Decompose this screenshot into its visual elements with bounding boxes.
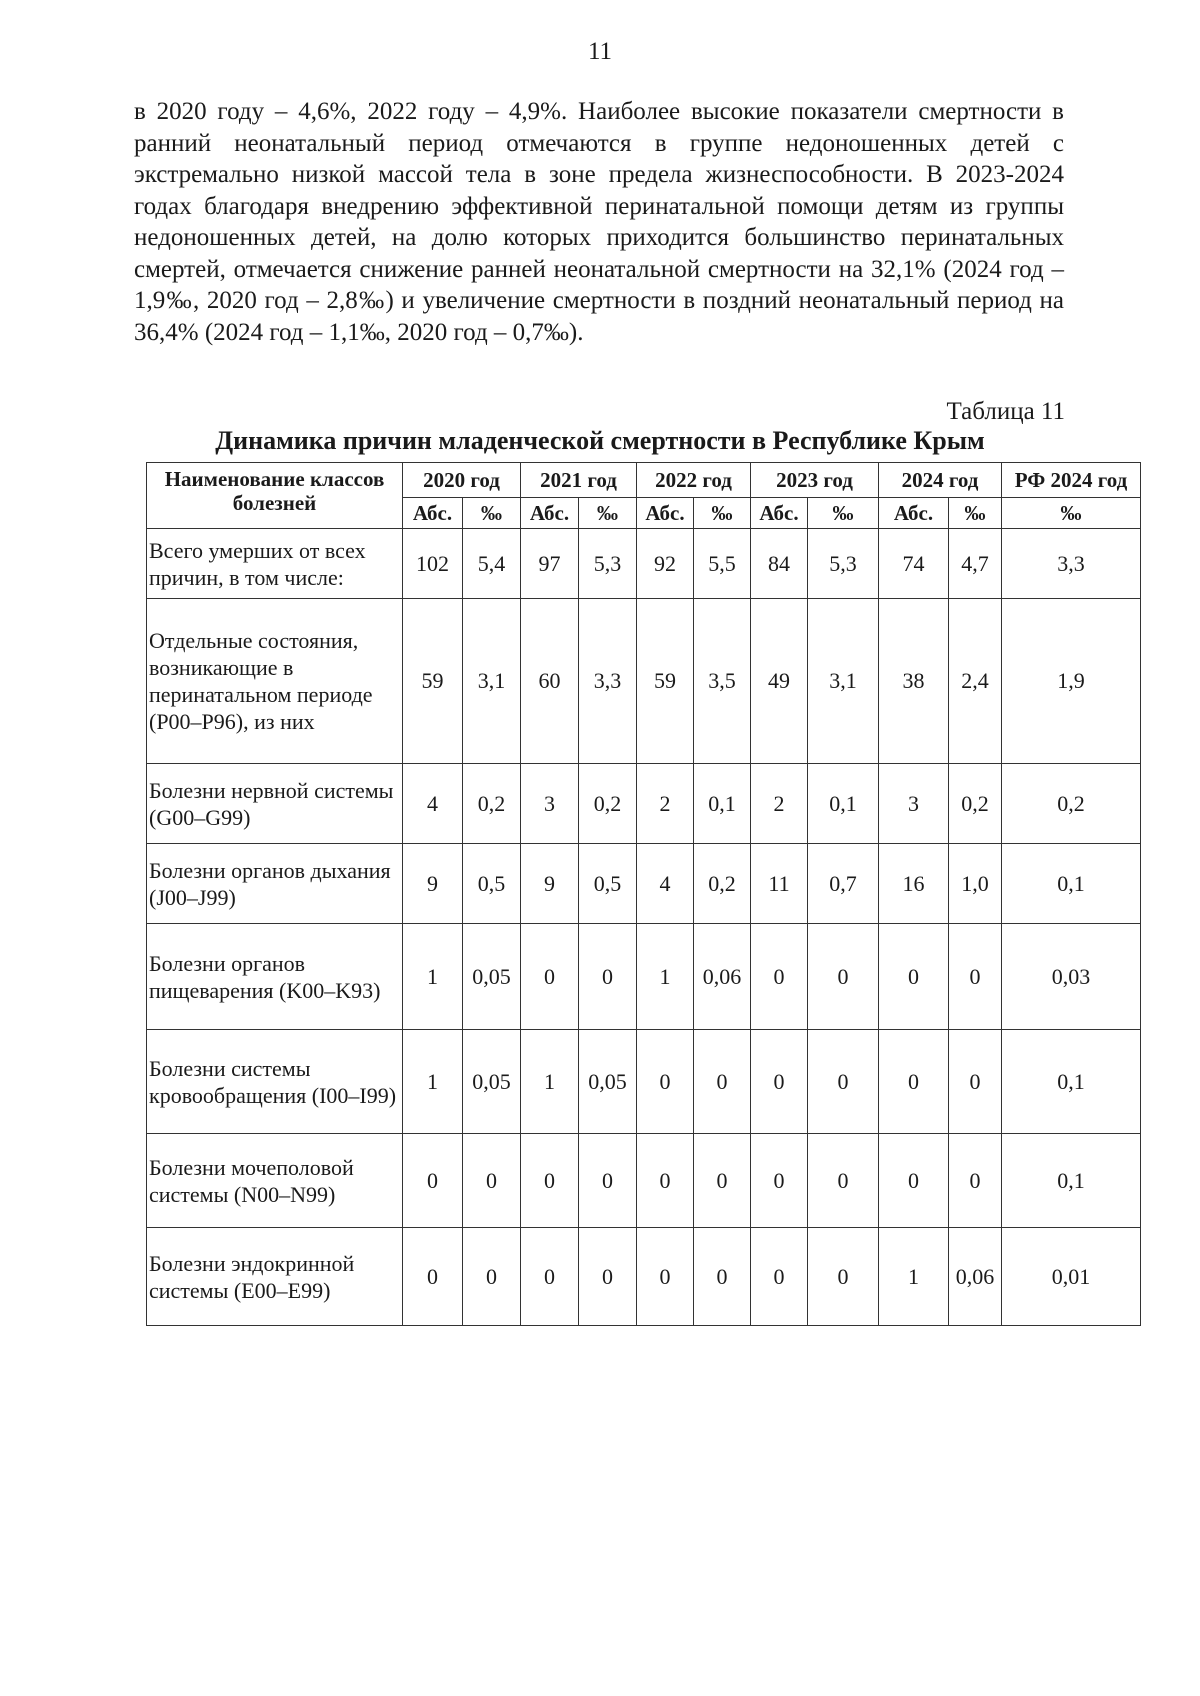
value-cell: 9 [403,844,463,924]
header-permille: ‰ [808,498,879,529]
table-row [147,924,1141,1030]
value-cell: 0 [694,1228,751,1326]
value-cell: 0 [808,1134,879,1228]
value-cell: 0,05 [463,1030,521,1134]
value-cell: 59 [403,599,463,764]
value-cell: 0 [521,1134,579,1228]
value-cell: 0,1 [694,764,751,844]
header-abs: Абс. [637,498,694,529]
value-cell: 0,01 [1002,1228,1141,1326]
value-cell: 3,3 [1002,529,1141,599]
header-permille: ‰ [1002,498,1141,529]
table-row [147,1228,1141,1326]
header-abs: Абс. [521,498,579,529]
table-row [147,529,1141,599]
table-row [147,844,1141,924]
value-cell: 3 [879,764,949,844]
value-cell: 0 [579,924,637,1030]
value-cell: 0,1 [1002,844,1141,924]
header-row-years [147,463,1141,498]
value-cell: 1 [403,1030,463,1134]
disease-class-cell: Болезни системы кровообращения (I00–I99) [147,1030,403,1134]
value-cell: 5,3 [808,529,879,599]
value-cell: 1 [637,924,694,1030]
value-cell: 92 [637,529,694,599]
value-cell: 4 [403,764,463,844]
page-number: 11 [587,38,613,65]
value-cell: 38 [879,599,949,764]
value-cell: 60 [521,599,579,764]
value-cell: 0,5 [579,844,637,924]
value-cell: 5,3 [579,529,637,599]
disease-class-cell: Болезни органов дыхания (J00–J99) [147,844,403,924]
value-cell: 11 [751,844,808,924]
value-cell: 0 [579,1228,637,1326]
header-abs: Абс. [879,498,949,529]
header-abs: Абс. [751,498,808,529]
header-year: 2024 год [879,463,1002,498]
value-cell: 4 [637,844,694,924]
value-cell: 59 [637,599,694,764]
value-cell: 0,06 [949,1228,1002,1326]
value-cell: 0 [879,1030,949,1134]
value-cell: 0 [751,1134,808,1228]
disease-class-cell: Всего умерших от всех причин, в том числе: [147,529,403,599]
value-cell: 0 [879,924,949,1030]
table-row [147,764,1141,844]
value-cell: 3,3 [579,599,637,764]
disease-class-cell: Болезни эндокринной системы (E00–E99) [147,1228,403,1326]
header-permille: ‰ [694,498,751,529]
value-cell: 3,1 [463,599,521,764]
value-cell: 0,03 [1002,924,1141,1030]
value-cell: 0 [463,1134,521,1228]
table-row [147,599,1141,764]
value-cell: 97 [521,529,579,599]
value-cell: 0 [751,1030,808,1134]
disease-class-cell: Болезни нервной системы (G00–G99) [147,764,403,844]
value-cell: 0 [403,1134,463,1228]
disease-class-cell: Болезни мочеполовой системы (N00–N99) [147,1134,403,1228]
value-cell: 0,2 [463,764,521,844]
header-year: 2021 год [521,463,637,498]
value-cell: 84 [751,529,808,599]
value-cell: 9 [521,844,579,924]
header-year: 2023 год [751,463,879,498]
value-cell: 0 [521,1228,579,1326]
header-year: 2020 год [403,463,521,498]
value-cell: 0 [949,924,1002,1030]
value-cell: 1,0 [949,844,1002,924]
value-cell: 1 [521,1030,579,1134]
table-row [147,1134,1141,1228]
value-cell: 0 [694,1134,751,1228]
header-permille: ‰ [579,498,637,529]
value-cell: 0 [879,1134,949,1228]
header-permille: ‰ [949,498,1002,529]
value-cell: 5,5 [694,529,751,599]
value-cell: 0 [751,1228,808,1326]
table-title: Динамика причин младенческой смертности в Республике Крым [215,426,985,455]
value-cell: 2 [637,764,694,844]
value-cell: 3,1 [808,599,879,764]
value-cell: 0,2 [579,764,637,844]
disease-class-cell: Болезни органов пищеварения (K00–K93) [147,924,403,1030]
value-cell: 5,4 [463,529,521,599]
value-cell: 4,7 [949,529,1002,599]
value-cell: 0,2 [949,764,1002,844]
value-cell: 0 [579,1134,637,1228]
value-cell: 1,9 [1002,599,1141,764]
header-rf-year: РФ 2024 год [1002,463,1141,498]
value-cell: 0 [808,1030,879,1134]
value-cell: 2,4 [949,599,1002,764]
value-cell: 0,2 [694,844,751,924]
table-label: Таблица 11 [946,398,1065,425]
value-cell: 0 [637,1228,694,1326]
value-cell: 0 [949,1030,1002,1134]
value-cell: 0,1 [1002,1030,1141,1134]
value-cell: 1 [879,1228,949,1326]
value-cell: 0,1 [808,764,879,844]
value-cell: 0 [521,924,579,1030]
value-cell: 0 [694,1030,751,1134]
value-cell: 49 [751,599,808,764]
mortality-table [146,462,1141,1326]
header-disease-class: Наименование классов болезней [147,463,403,529]
body-paragraph: в 2020 году – 4,6%, 2022 году – 4,9%. Наиболее высокие показатели смертности в ранний неонатальный период отмечаются в группе недоношенных детей с экстремально низкой массой тела в зоне предела жизнеспособности. В 2023-2024 годах благодаря внедрению эффективной перинатальной помощи детям из группы недоношенных детей, на долю которых приходится большинство перинатальных смертей, отмечается снижение ранней неонатальной смертности на 32,1% (2024 год – 1,9‰, 2020 год – 2,8‰) и увеличение смертности в поздний неонатальный период на 36,4% (2024 год – 1,1‰, 2020 год – 0,7‰). [134,98,1064,346]
header-year: 2022 год [637,463,751,498]
value-cell: 0 [808,1228,879,1326]
header-permille: ‰ [463,498,521,529]
value-cell: 0,7 [808,844,879,924]
table-body [147,529,1141,1326]
value-cell: 102 [403,529,463,599]
value-cell: 0 [637,1030,694,1134]
value-cell: 0 [751,924,808,1030]
value-cell: 16 [879,844,949,924]
header-abs: Абс. [403,498,463,529]
value-cell: 0 [463,1228,521,1326]
value-cell: 3,5 [694,599,751,764]
value-cell: 74 [879,529,949,599]
disease-class-cell: Отдельные состояния, возникающие в перинатальном периоде (P00–P96), из них [147,599,403,764]
value-cell: 0 [637,1134,694,1228]
value-cell: 0,06 [694,924,751,1030]
value-cell: 0,2 [1002,764,1141,844]
value-cell: 0,5 [463,844,521,924]
value-cell: 3 [521,764,579,844]
value-cell: 0 [949,1134,1002,1228]
value-cell: 0 [808,924,879,1030]
table-row [147,1030,1141,1134]
value-cell: 0,05 [579,1030,637,1134]
value-cell: 0,1 [1002,1134,1141,1228]
value-cell: 0,05 [463,924,521,1030]
value-cell: 1 [403,924,463,1030]
value-cell: 0 [403,1228,463,1326]
value-cell: 2 [751,764,808,844]
